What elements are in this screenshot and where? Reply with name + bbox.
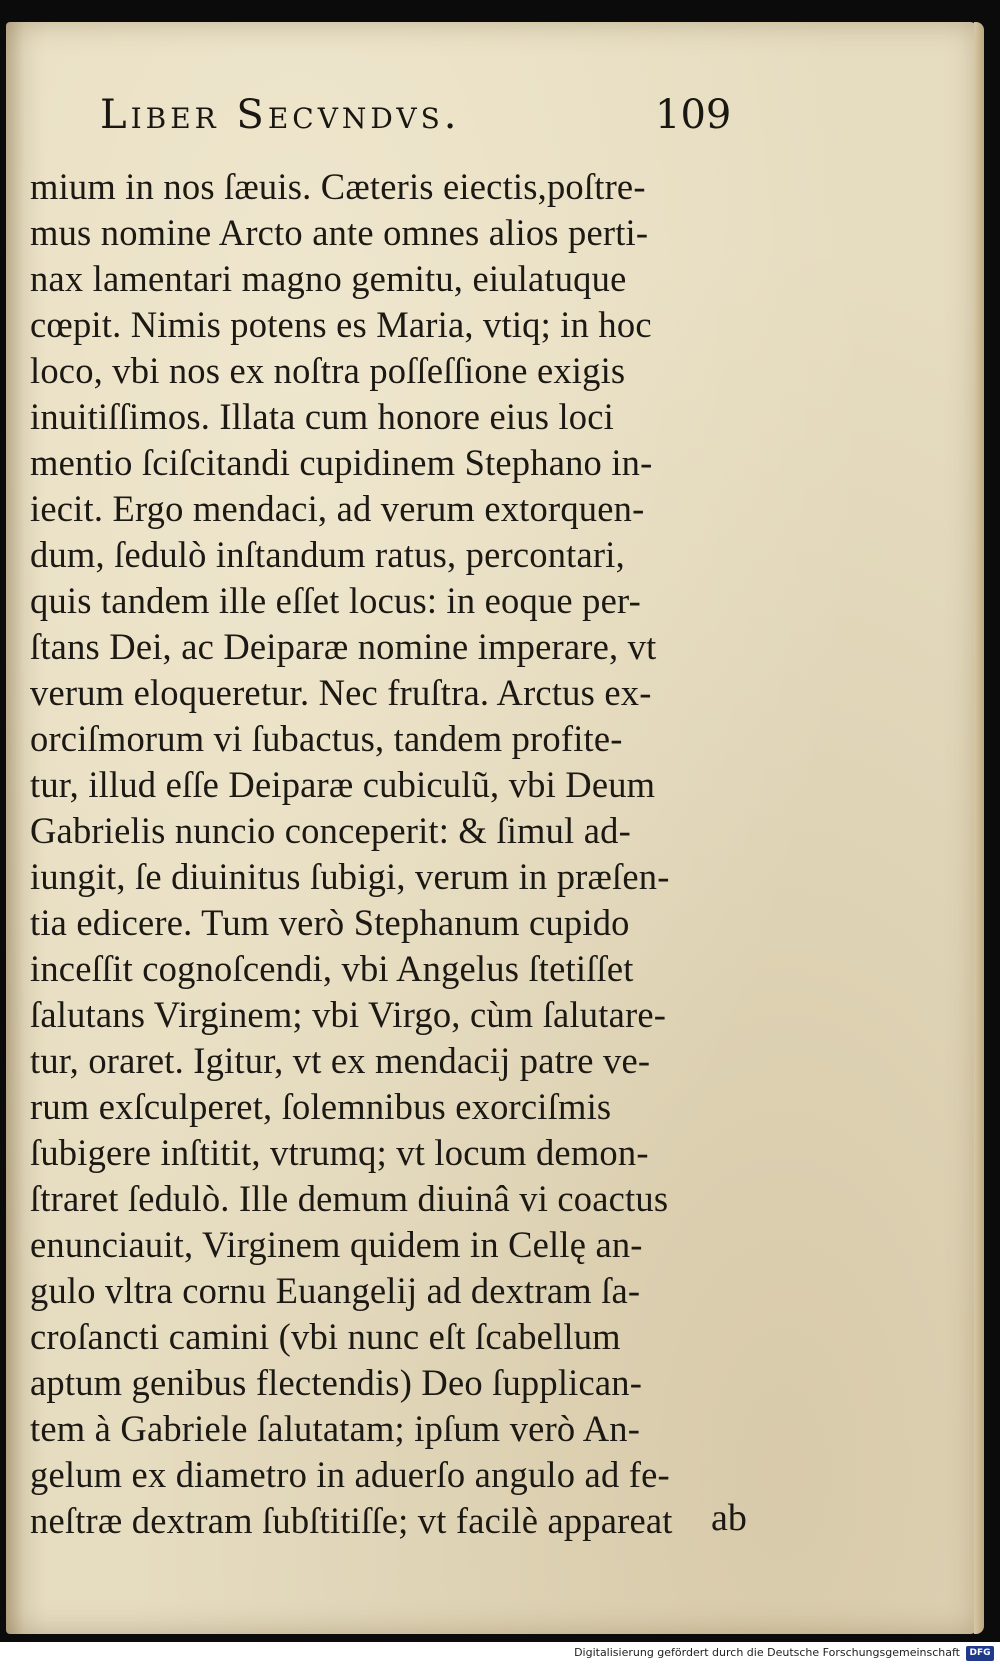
text-line: tur, illud eſſe Deiparæ cubiculũ, vbi Deum xyxy=(30,764,656,805)
text-line: ſtraret ſedulò. Ille demum diuinâ vi coactus xyxy=(30,1178,669,1219)
page-edge xyxy=(974,22,984,1634)
text-line: mus nomine Arcto ante omnes alios perti- xyxy=(30,212,649,253)
dfg-logo-icon[interactable]: DFG xyxy=(966,1646,994,1661)
text-line: iecit. Ergo mendaci, ad verum extorquen- xyxy=(30,488,645,529)
text-line: iungit, ſe diuinitus ſubigi, verum in præſen- xyxy=(30,856,670,897)
page-number: 109 xyxy=(655,92,732,138)
text-line: aptum genibus flectendis) Deo ſupplican- xyxy=(30,1362,643,1403)
text-line: gelum ex diametro in aduerſo angulo ad fe- xyxy=(30,1454,670,1495)
text-line: neſtræ dextram ſubſtitiſſe; vt facilè appareat xyxy=(30,1500,673,1541)
text-line: verum eloqueretur. Nec fruſtra. Arctus ex- xyxy=(30,672,652,713)
text-line: tur, oraret. Igitur, vt ex mendacij patre ve- xyxy=(30,1040,651,1081)
text-block xyxy=(30,164,960,1544)
book-page xyxy=(6,22,978,1634)
funding-credit: Digitalisierung gefördert durch die Deutsche Forschungsgemeinschaft xyxy=(574,1646,960,1659)
page-header xyxy=(100,80,740,150)
running-title: Liber Secvndvs. xyxy=(100,92,461,138)
text-line: loco, vbi nos ex noſtra poſſeſſione exigis xyxy=(30,350,626,391)
text-line: mium in nos ſæuis. Cæteris eiectis,poſtre- xyxy=(30,166,646,207)
text-line: ſtans Dei, ac Deiparæ nomine imperare, vt xyxy=(30,626,657,667)
text-line: nax lamentari magno gemitu, eiulatuque xyxy=(30,258,627,299)
text-line: inceſſit cognoſcendi, vbi Angelus ſtetiſſet xyxy=(30,948,634,989)
text-line: cœpit. Nimis potens es Maria, vtiq; in hoc xyxy=(30,304,652,345)
text-line: croſancti camini (vbi nunc eſt ſcabellum xyxy=(30,1316,621,1357)
catchword: ab xyxy=(711,1497,747,1539)
text-line: inuitiſſimos. Illata cum honore eius loci xyxy=(30,396,614,437)
digitization-footer xyxy=(0,1642,1000,1666)
text-line: Gabrielis nuncio conceperit: & ſimul ad- xyxy=(30,810,631,851)
text-line: ſubigere inſtitit, vtrumq; vt locum demon- xyxy=(30,1132,649,1173)
text-line: enunciauit, Virginem quidem in Cellę an- xyxy=(30,1224,643,1265)
text-line: orciſmorum vi ſubactus, tandem profite- xyxy=(30,718,623,759)
text-line: rum exſculperet, ſolemnibus exorciſmis xyxy=(30,1086,612,1127)
text-line: tem à Gabriele ſalutatam; ipſum verò An- xyxy=(30,1408,641,1449)
text-line: gulo vltra cornu Euangelij ad dextram ſa- xyxy=(30,1270,641,1311)
text-line: dum, ſedulò inſtandum ratus, percontari, xyxy=(30,534,625,575)
text-line: quis tandem ille eſſet locus: in eoque per- xyxy=(30,580,641,621)
text-line: tia edicere. Tum verò Stephanum cupido xyxy=(30,902,630,943)
text-line: ſalutans Virginem; vbi Virgo, cùm ſalutare- xyxy=(30,994,667,1035)
text-line: mentio ſciſcitandi cupidinem Stephano in- xyxy=(30,442,653,483)
